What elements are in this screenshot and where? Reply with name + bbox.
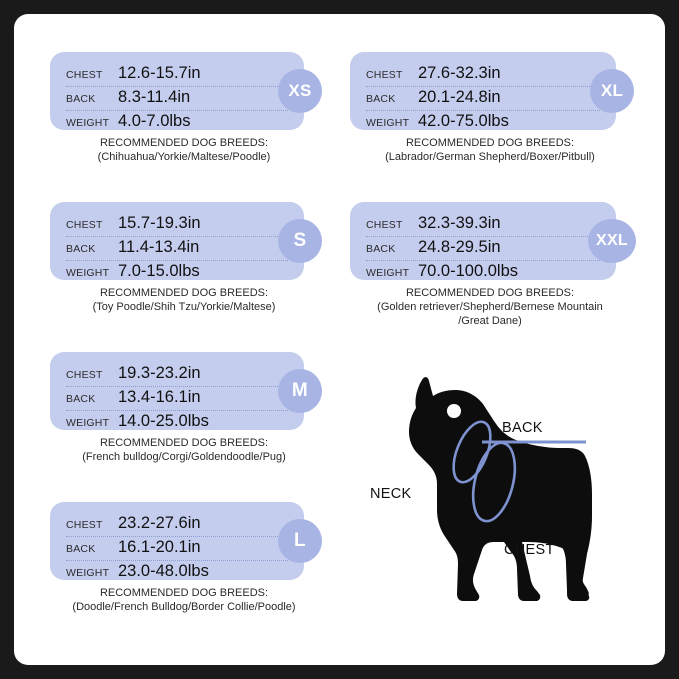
chest-label: CHEST	[66, 369, 103, 381]
weight-value: 42.0-75.0lbs	[418, 112, 509, 130]
size-block-xs	[50, 52, 318, 164]
size-badge-xxl: XXL	[588, 219, 636, 263]
measure-row-chest	[66, 214, 290, 238]
breeds-list: (Labrador/German Shepherd/Boxer/Pitbull)	[385, 151, 595, 163]
weight-label: WEIGHT	[366, 267, 410, 279]
recommended-breeds	[50, 586, 318, 614]
diagram-chest-label: CHEST	[504, 542, 555, 558]
measure-row-chest	[366, 214, 602, 238]
chest-value: 19.3-23.2in	[118, 364, 201, 382]
measure-row-back	[66, 238, 290, 262]
weight-label: WEIGHT	[366, 117, 410, 129]
size-card	[350, 52, 624, 130]
chart-frame	[14, 14, 665, 665]
size-block-s	[50, 202, 318, 314]
chest-label: CHEST	[366, 69, 403, 81]
measure-row-weight	[66, 262, 290, 286]
chest-value: 12.6-15.7in	[118, 64, 201, 82]
divider	[366, 236, 600, 237]
weight-value: 23.0-48.0lbs	[118, 562, 209, 580]
divider	[66, 86, 288, 87]
measure-row-back	[66, 388, 290, 412]
back-label: BACK	[66, 543, 96, 555]
measure-row-back	[366, 88, 602, 112]
breeds-list: (French bulldog/Corgi/Goldendoodle/Pug)	[82, 451, 286, 463]
back-label: BACK	[366, 93, 396, 105]
measure-row-weight	[366, 112, 602, 136]
size-badge-xs: XS	[278, 69, 322, 113]
chest-label: CHEST	[66, 219, 103, 231]
measure-row-back	[366, 238, 602, 262]
divider	[366, 110, 600, 111]
breeds-heading: RECOMMENDED DOG BREEDS:	[99, 437, 269, 449]
measure-row-back	[66, 88, 290, 112]
breeds-heading: RECOMMENDED DOG BREEDS:	[99, 137, 269, 149]
measure-row-weight	[66, 562, 290, 586]
weight-value: 7.0-15.0lbs	[118, 262, 200, 280]
size-card	[50, 202, 307, 280]
size-badge-m: M	[278, 369, 322, 413]
size-block-xl	[350, 52, 630, 164]
back-label: BACK	[66, 93, 96, 105]
back-label: BACK	[66, 243, 96, 255]
back-value: 20.1-24.8in	[418, 88, 501, 106]
breeds-list: (Toy Poodle/Shih Tzu/Yorkie/Maltese)	[92, 301, 276, 313]
measure-row-weight	[66, 112, 290, 136]
breeds-heading: RECOMMENDED DOG BREEDS:	[99, 587, 269, 599]
size-block-xxl	[350, 202, 630, 328]
measure-row-chest	[66, 64, 290, 88]
back-value: 11.4-13.4in	[118, 238, 200, 256]
divider	[66, 410, 288, 411]
size-block-l	[50, 502, 318, 614]
weight-value: 4.0-7.0lbs	[118, 112, 191, 130]
chest-value: 27.6-32.3in	[418, 64, 501, 82]
weight-label: WEIGHT	[66, 417, 110, 429]
breeds-list: (Chihuahua/Yorkie/Maltese/Poodle)	[97, 151, 271, 163]
measure-row-chest	[66, 514, 290, 538]
breeds-heading: RECOMMENDED DOG BREEDS:	[405, 287, 575, 299]
back-label: BACK	[366, 243, 396, 255]
recommended-breeds	[50, 136, 318, 164]
chest-label: CHEST	[66, 69, 103, 81]
weight-value: 70.0-100.0lbs	[418, 262, 518, 280]
weight-value: 14.0-25.0lbs	[118, 412, 209, 430]
divider	[66, 110, 288, 111]
breeds-heading: RECOMMENDED DOG BREEDS:	[99, 287, 269, 299]
measure-row-chest	[366, 64, 602, 88]
breeds-list: (Doodle/French Bulldog/Border Collie/Poodle)	[72, 601, 296, 613]
size-badge-xl: XL	[590, 69, 634, 113]
measure-row-weight	[66, 412, 290, 436]
back-value: 16.1-20.1in	[118, 538, 201, 556]
weight-label: WEIGHT	[66, 267, 110, 279]
recommended-breeds	[50, 436, 318, 464]
size-badge-l: L	[278, 519, 322, 563]
size-badge-s: S	[278, 219, 322, 263]
breeds-list: (Golden retriever/Shepherd/Bernese Mountain	[377, 301, 603, 313]
weight-label: WEIGHT	[66, 117, 110, 129]
back-value: 24.8-29.5in	[418, 238, 501, 256]
breeds-list-cont: /Great Dane)	[458, 315, 522, 327]
diagram-back-label: BACK	[502, 420, 543, 436]
size-card	[350, 202, 629, 280]
chest-label: CHEST	[66, 519, 103, 531]
size-card	[50, 502, 304, 580]
size-card	[50, 52, 312, 130]
recommended-breeds	[350, 136, 630, 164]
measure-row-chest	[66, 364, 290, 388]
divider	[66, 260, 288, 261]
size-block-m	[50, 352, 318, 464]
divider	[66, 536, 288, 537]
back-value: 8.3-11.4in	[118, 88, 191, 106]
divider	[366, 86, 600, 87]
chest-value: 15.7-19.3in	[118, 214, 201, 232]
recommended-breeds	[50, 286, 318, 314]
weight-label: WEIGHT	[66, 567, 110, 579]
measure-row-weight	[366, 262, 602, 286]
recommended-breeds	[350, 286, 630, 328]
divider	[66, 386, 288, 387]
divider	[66, 560, 288, 561]
breeds-heading: RECOMMENDED DOG BREEDS:	[405, 137, 575, 149]
diagram-neck-label: NECK	[370, 486, 412, 502]
dog-measurement-diagram	[354, 364, 654, 624]
back-label: BACK	[66, 393, 96, 405]
chest-label: CHEST	[366, 219, 403, 231]
divider	[66, 236, 288, 237]
back-value: 13.4-16.1in	[118, 388, 201, 406]
size-card	[50, 352, 309, 430]
chest-value: 32.3-39.3in	[418, 214, 501, 232]
divider	[366, 260, 600, 261]
chest-value: 23.2-27.6in	[118, 514, 201, 532]
measure-row-back	[66, 538, 290, 562]
